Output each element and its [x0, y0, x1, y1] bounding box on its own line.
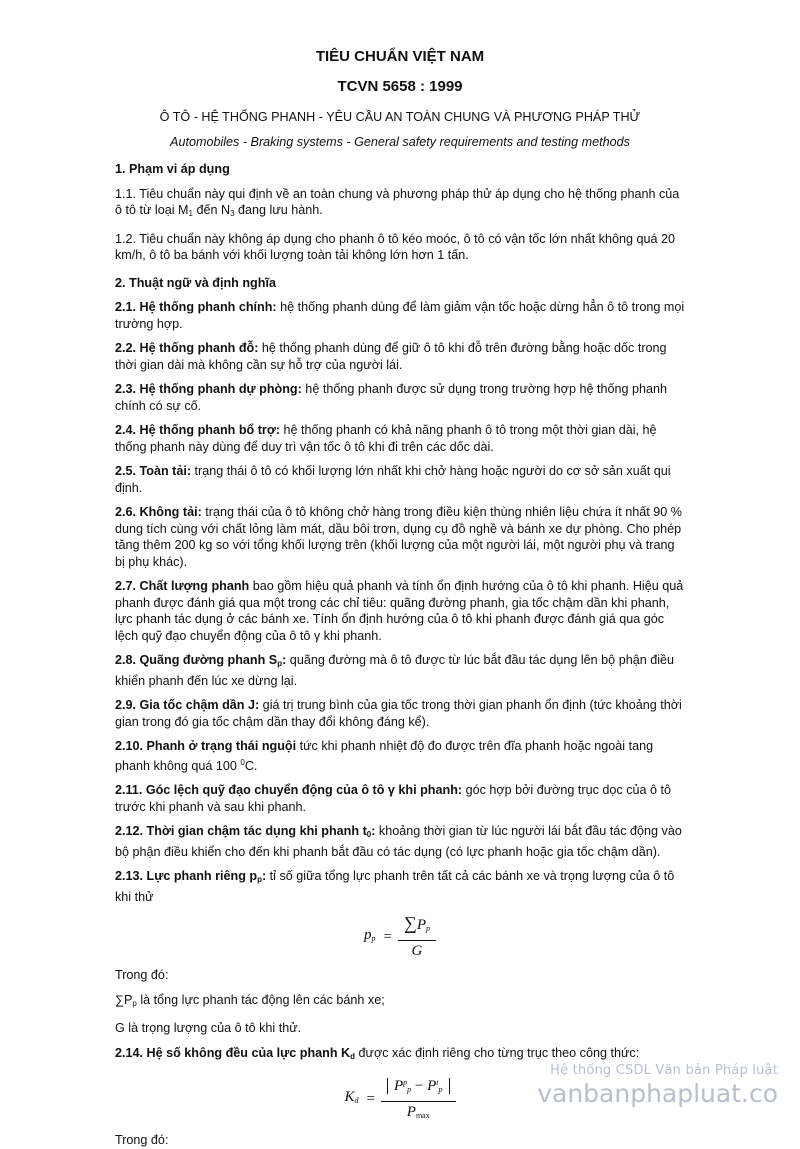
definition-2-14: 2.14. Hệ số không đều của lực phanh $K_d$ được xác định riêng cho từng trục theo công thức: — [115, 1045, 640, 1061]
where-item-g: G là trọng lượng của ô tô khi thử. — [115, 1021, 302, 1035]
definition-2-2: 2.2. Hệ thống phanh đỗ: hệ thống phanh dùng để giữ ô tô khi đỗ trên đường bằng hoặc dốc trong thời gian dài mà không cần sự hỗ trợ của người lái. — [115, 341, 667, 372]
clause-1-1: 1.1. Tiêu chuẩn này qui định về an toàn chung và phương pháp thử áp dụng cho hệ thống phanh của ô tô từ loại $M_1$ đến $N_3$ đang lưu hành. — [115, 186, 680, 218]
english-subtitle: Automobiles - Braking systems - General safety requirements and testing methods — [170, 134, 630, 149]
definition-2-1: 2.1. Hệ thống phanh chính: hệ thống phanh dùng để làm giảm vận tốc hoặc dừng hẳn ô tô trong mọi trường hợp. — [115, 300, 685, 331]
definition-2-9: 2.9. Gia tốc chậm dần J: giá trị trung bình của gia tốc trong thời gian phanh ổn định (tức khoảng thời gian trong đó gia tốc chậm dần thay đổi không đáng kể). — [115, 698, 682, 729]
clause-1-2: 1.2. Tiêu chuẩn này không áp dụng cho phanh ô tô kéo moóc, ô tô có vận tốc lớn nhất không quá 20 km/h, ô tô ba bánh với khối lượng toàn tải không lớn hơn 1 tấn. — [115, 231, 675, 262]
where-item-sum-pp: $\sum P_p$ là tổng lực phanh tác động lên các bánh xe; — [115, 992, 385, 1008]
definition-2-13: 2.13. Lực phanh riêng $p_p$: tỉ số giữa tổng lực phanh trên tất cả các bánh xe và trọng lượng của ô tô khi thử — [115, 869, 675, 904]
definition-2-4: 2.4. Hệ thống phanh bổ trợ: hệ thống phanh có khả năng phanh ô tô trong một thời gian dài, hệ thống phanh này dùng để duy trì vận tốc ô tô khi đi trên các dốc dài. — [115, 423, 657, 454]
section-2-heading: 2. Thuật ngữ và định nghĩa — [115, 275, 276, 290]
standard-code: TCVN 5658 : 1999 — [337, 78, 463, 95]
document-page — [115, 43, 685, 1149]
watermark-line-1: Hệ thống CSDL Văn bản Pháp luật — [550, 1063, 778, 1078]
brake-force-formula: $p_p$ = $\frac{\sum P_p}{G}$ — [115, 915, 685, 959]
document-subtitle: Ô TÔ - HỆ THỐNG PHANH - YÊU CẦU AN TOÀN CHUNG VÀ PHƯƠNG PHÁP THỬ — [159, 110, 641, 124]
definition-2-10: 2.10. Phanh ở trạng thái nguội tức khi phanh nhiệt độ đo được trên đĩa phanh hoặc ngoài tang phanh không quá 100 $^0$C. — [115, 739, 654, 773]
site-watermark — [537, 1063, 778, 1109]
definition-2-6: 2.6. Không tải: trạng thái của ô tô không chở hàng trong điều kiện thùng nhiên liệu chứa ít nhất 90 % dung tích cùng với chất lỏng làm mát, dầu bôi trơn, dụng cụ đồ nghề và bánh xe dự phòng. Cho phép tăng thêm 200 kg so với tổng khối lượng trên (khối lượng của một người lái, một người phụ và trang bị phụ khác). — [115, 505, 682, 569]
definition-2-8: 2.8. Quãng đường phanh $S_p$: quãng đường mà ô tô được từ lúc bắt đầu tác dụng lên bộ phận điều khiển phanh đến lúc xe dừng lại. — [115, 653, 675, 688]
definition-2-11: 2.11. Góc lệch quỹ đạo chuyển động của ô tô γ khi phanh: góc hợp bởi đường trục dọc của ô tô trước khi phanh và sau khi phanh. — [115, 783, 672, 814]
definition-2-12: 2.12. Thời gian chậm tác dụng khi phanh $t_0$: khoảng thời gian từ lúc người lái bắt đầu tác động vào bộ phận điều khiển cho đến khi phanh bắt đầu có tác dụng (có lực phanh hoặc gia tốc chậm dần). — [115, 824, 682, 859]
definition-2-5: 2.5. Toàn tải: trạng thái ô tô có khối lượng lớn nhất khi chở hàng hoặc người do cơ sở sản xuất qui định. — [115, 464, 671, 495]
watermark-line-2: vanbanphapluat.co — [537, 1079, 778, 1108]
document-title: TIÊU CHUẨN VIỆT NAM — [315, 48, 485, 65]
where-label-2: Trong đó: — [115, 1133, 169, 1147]
definition-2-3: 2.3. Hệ thống phanh dự phòng: hệ thống phanh được sử dụng trong trường hợp hệ thống phanh chính có sự cố. — [115, 382, 667, 413]
definition-2-7: 2.7. Chất lượng phanh bao gồm hiệu quả phanh và tính ổn định hướng của ô tô khi phanh. Hiệu quả phanh được đánh giá qua một trong các chỉ tiêu: quãng đường phanh, gia tốc chậm dần khi phanh, lực phanh tác dụng ở các bánh xe. Tính ổn định hướng của ô tô khi phanh được đánh giá qua góc lệch quỹ đạo chuyển động của ô tô γ khi phanh. — [115, 579, 684, 643]
non-uniformity-formula: $K_d$ = $\frac{P^p_p - P^t_p}{P_{max}}$ — [115, 1075, 685, 1124]
section-1-heading: 1. Phạm vi áp dụng — [115, 162, 230, 176]
where-label-1: Trong đó: — [115, 968, 169, 982]
